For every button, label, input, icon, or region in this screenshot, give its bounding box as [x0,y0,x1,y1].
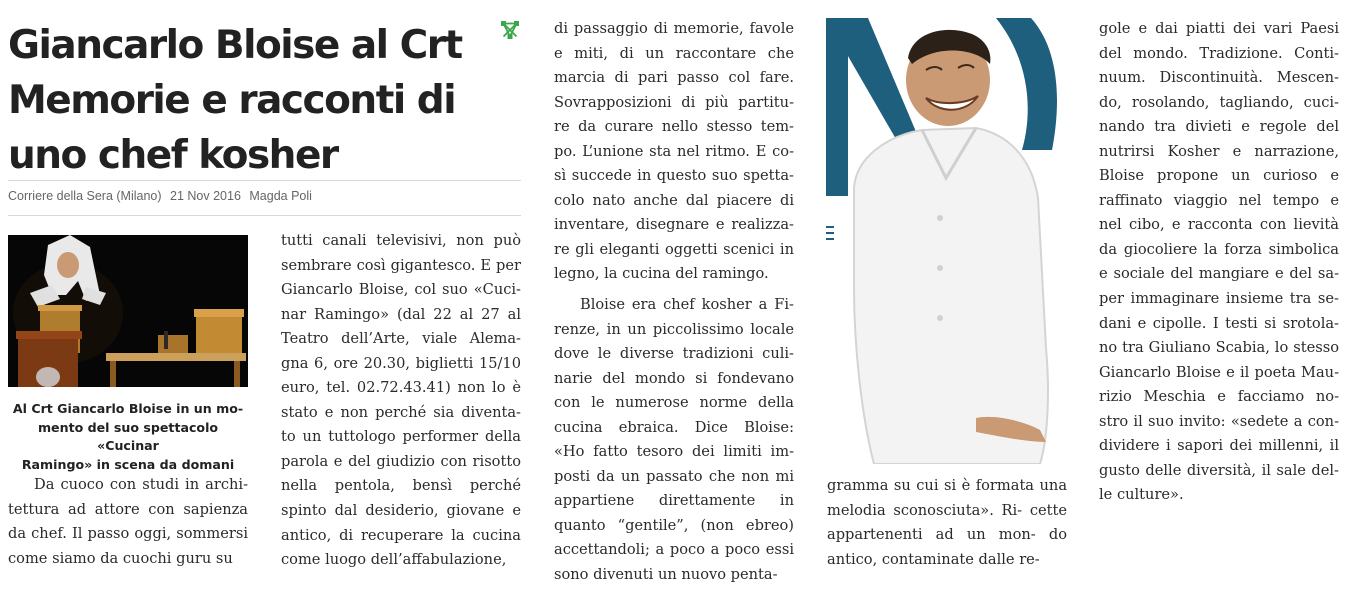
text-line: nar Ramingo» (dal 22 al 27 al [281,305,521,323]
text-line: dividere i sapori dei millenni, il [1099,437,1339,455]
text-line: tettura ad attore con sapienza [8,500,248,518]
paragraph [827,474,1067,572]
text-line: con le numerose norme della [554,394,794,412]
text-line: da giocoliere la forza simbolica [1099,240,1339,258]
text-line: Giancarlo Bloise e il poeta Mau- [1099,363,1339,381]
text-line: sono divenuti un nuovo penta- [554,566,778,584]
column-3 [554,17,794,588]
text-line: sì succede in questo suo spetta- [554,167,794,185]
text-line: rizio Meschia e facciamo no- [1099,388,1339,406]
text-line: euro, tel. 02.72.43.41) non lo è [281,379,521,397]
text-line: gramma su cui si è formata [827,477,1035,494]
stage-photo [8,235,248,387]
paragraph [554,17,794,287]
text-line: da chef. Il passo oggi, sommersi [8,525,248,543]
text-line: del mondo. Tradizione. Conti- [1099,44,1339,62]
caption-line: Al Crt Giancarlo Bloise in un mo- [12,401,244,416]
publish-date: 21 Nov 2016 [170,189,241,203]
photo-caption [10,400,246,474]
article-headline [8,18,508,183]
text-line: nel cibo, e racconta con lievità [1099,216,1339,234]
text-line: inventare, disegnare e realizza- [554,216,794,234]
text-line: sembrare così gigantesco. E per [281,256,521,274]
text-line: dove le diverse tradizioni culi- [554,345,794,363]
text-line: antico, di recuperare la cucina [281,526,521,544]
text-line: Teatro dell’Arte, viale Alema- [281,330,521,348]
text-line: gusto delle diversità, il sale del- [1099,461,1339,479]
text-line: nando tra divieti e regole del [1099,118,1339,136]
text-line: cette appartenenti ad un mon- [827,501,1068,544]
paragraph [8,473,248,571]
text-line: quanto “gentile”, (non ebreo) [554,516,794,534]
text-line: nutrirsi Kosher e narrazione, [1099,142,1339,160]
text-line: re gli eleganti oggetti scenici in [554,240,794,258]
text-line: do, rosolando, tagliando, cuci- [1099,93,1339,111]
text-line: Sovrapposizioni di più partitu- [554,93,794,111]
article-meta [8,189,521,203]
column-1 [8,473,248,571]
column-5 [1099,17,1339,508]
text-line: re da curare nello stesso tem- [554,118,794,136]
text-line: po. L’unione sta nel ritmo. E co- [554,142,794,160]
caption-line: mento del suo spettacolo «Cucinar [37,419,219,453]
caption-line: Ramingo» in scena da domani [21,456,235,472]
text-line: do antico, contaminate dalle re- [827,526,1067,568]
headline-line: Giancarlo Bloise al Crt [8,23,462,68]
text-line: per immaginare insieme tra se- [1099,290,1339,308]
text-line: accettandoli; a poco a poco essi [554,541,794,559]
text-line: Bloise propone un curioso e [1099,167,1339,185]
headline-line: Memorie e racconti di [8,78,456,123]
text-line: di passaggio di memorie, favole [554,20,794,37]
column-2 [281,229,521,573]
text-line: Giancarlo Bloise, col suo «Cuci- [281,281,521,299]
paragraph [1099,17,1339,508]
text-line: nuum. Discontinuità. Mescen- [1099,69,1339,87]
chef-photo [826,18,1068,464]
text-line: no tra Giuliano Scabia, lo stesso [1099,339,1339,357]
text-line: e sociale del mangiare e del sa- [1099,265,1339,283]
top-divider [8,180,521,181]
text-line: colo nato anche dal piacere di [554,191,794,209]
text-line: posti da un passato che non mi [554,467,794,485]
share-network-icon[interactable] [500,20,520,40]
text-line: narie del mondo si fondevano [554,369,794,387]
text-line: una melodia sconosciuta». Ri- [827,477,1068,519]
text-line: Da cuoco con studi in archi- [34,476,248,493]
text-line: cucina ebraica. Dice Bloise: [554,418,794,436]
text-line: dani e cipolle. I testi si srotola- [1099,314,1339,332]
text-line: «Ho fatto tesoro dei limiti im- [554,443,794,461]
author-name[interactable]: Magda Poli [249,189,312,203]
text-line: to un tuttologo performer della [281,428,521,446]
paragraph [281,229,521,573]
text-line: stro il suo invito: «sedete a con- [1099,412,1339,430]
text-line: come siamo da cuochi guru su [8,549,233,567]
text-line: gole e dai piatti dei vari Paesi [1099,20,1339,37]
text-line: raffinato viaggio nel tempo e [1099,191,1339,209]
text-line: gna 6, ore 20.30, biglietti 15/10 [281,354,521,372]
column-4 [827,474,1067,572]
headline-line: uno chef kosher [8,133,338,178]
text-line: come luogo dell’affabulazione, [281,551,507,569]
text-line: marcia di pari passo col fare. [554,69,794,87]
text-line: tutti canali televisivi, non può [281,232,521,249]
text-line: spinto dal desiderio, giovane e [281,502,521,520]
text-line: le culture». [1099,486,1184,504]
text-line: e miti, di un raccontare che [554,44,794,62]
bottom-divider [8,215,521,216]
text-line: renze, in un piccolissimo locale [554,320,794,338]
text-line: parola e del giudizio con risotto [281,452,521,470]
paragraph [554,293,794,588]
text-line: Bloise era chef kosher a Fi- [580,296,794,314]
text-line: nella pentola, bensì perché [281,477,521,495]
source-name[interactable]: Corriere della Sera (Milano) [8,189,162,203]
text-line: stato e non perché sia diventa- [281,403,521,421]
text-line: appartiene direttamente in [554,492,794,510]
text-line: legno, la cucina del ramingo. [554,265,769,283]
